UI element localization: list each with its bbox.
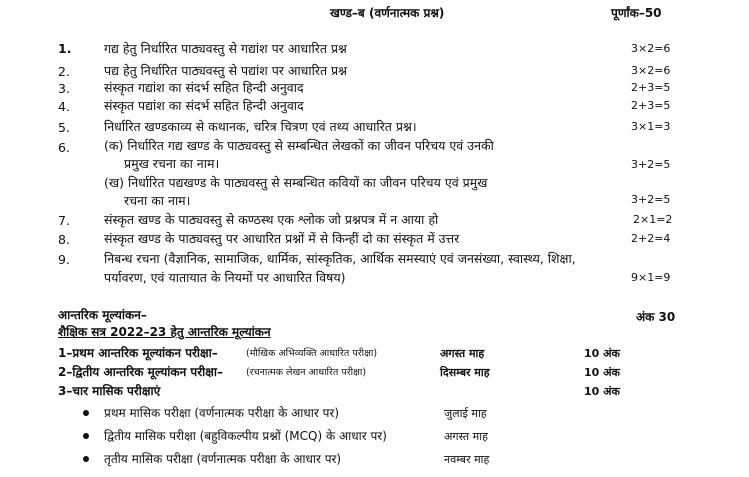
assessment-marks: 10 अंक (584, 347, 620, 360)
question-number: 2. (58, 64, 70, 79)
monthly-exam-text: तृतीय मासिक परीक्षा (वर्णनात्मक परीक्षा के आधार पर) (104, 452, 342, 466)
question-marks: 9×1=9 (631, 271, 671, 284)
bullet-icon (83, 410, 89, 416)
question-number: 9. (58, 252, 70, 267)
internal-assessment-marks: अंक 30 (636, 310, 676, 324)
question-marks: 2+2=4 (631, 232, 671, 245)
question-text-a-line2: प्रमुख रचना का नाम। (124, 156, 220, 171)
question-text: निर्धारित खण्डकाव्य से कथानक, चरित्र चित्रण एवं तथ्य आधारित प्रश्न। (104, 119, 417, 134)
total-marks: पूर्णांक–50 (611, 6, 662, 20)
question-number: 6. (58, 140, 70, 155)
session-title: शैक्षिक सत्र 2022–23 हेतु आन्तरिक मूल्यांकन (58, 325, 271, 339)
internal-assessment-title: आन्तरिक मूल्यांकन– (58, 308, 147, 322)
question-text-line2: पर्यावरण, एवं यातायात के नियमों पर आधारित विषय) (104, 270, 346, 285)
question-text: संस्कृत पद्यांश का संदर्भ सहित हिन्दी अनुवाद (104, 98, 304, 113)
question-text: संस्कृत खण्ड के पाठ्यवस्तु से कण्ठस्थ एक श्लोक जो प्रश्नपत्र में न आया हो (104, 212, 439, 227)
assessment-label: 1–प्रथम आन्तरिक मूल्यांकन परीक्षा– (58, 346, 218, 360)
assessment-label: 3–चार मासिक परीक्षाएं (58, 384, 161, 398)
assessment-label: 2–द्वितीय आन्तरिक मूल्यांकन परीक्षा– (58, 365, 223, 379)
question-number: 4. (58, 99, 70, 114)
assessment-month: अगस्त माह (440, 347, 485, 360)
monthly-exam-month: नवम्बर माह (444, 453, 490, 466)
assessment-note: (रचनात्मक लेखन आधारित परीक्षा) (246, 367, 367, 378)
question-text: पद्य हेतु निर्धारित पाठ्यवस्तु से पद्यांश पर आधारित प्रश्न (104, 63, 347, 78)
question-marks: 3×1=3 (631, 120, 671, 133)
assessment-month: दिसम्बर माह (440, 366, 490, 379)
question-marks: 2+3=5 (631, 99, 671, 112)
question-text-b-line1: (ख) निर्धारित पद्यखण्ड के पाठ्यवस्तु से सम्बन्धित कवियों का जीवन परिचय एवं प्रमुख (104, 175, 488, 190)
assessment-marks: 10 अंक (584, 385, 620, 398)
question-text: संस्कृत गद्यांश का संदर्भ सहित हिन्दी अनुवाद (104, 80, 304, 95)
question-number: 5. (58, 120, 70, 135)
question-text-a-line1: (क) निर्धारित गद्य खण्ड के पाठ्यवस्तु से सम्बन्धित लेखकों का जीवन परिचय एवं उनकी (104, 138, 494, 153)
question-text: संस्कृत खण्ड के पाठ्यवस्तु पर आधारित प्रश्नों में से किन्हीं दो का संस्कृत में उत्तर (104, 231, 460, 246)
bullet-icon (83, 433, 89, 439)
monthly-exam-text: द्वितीय मासिक परीक्षा (बहुविकल्पीय प्रश्नों (MCQ) के आधार पर) (104, 429, 387, 443)
question-number: 1. (58, 41, 72, 56)
question-number: 7. (58, 213, 70, 228)
monthly-exam-month: जुलाई माह (444, 407, 487, 420)
question-marks: 3×2=6 (631, 64, 671, 77)
question-number: 3. (58, 81, 70, 96)
bullet-icon (83, 456, 89, 462)
assessment-note: (मौखिक अभिव्यक्ति आधारित परीक्षा) (246, 348, 378, 359)
question-marks: 2+3=5 (631, 81, 671, 94)
question-text-b-line2: रचना का नाम। (124, 193, 191, 208)
section-title: खण्ड–ब (वर्णनात्मक प्रश्न) (330, 6, 445, 20)
question-text-line1: निबन्ध रचना (वैज्ञानिक, सामाजिक, धार्मिक, सांस्कृतिक, आर्थिक समस्याएं एवं जनसंख्या, स्वास्थ्य, शिक्षा, (104, 251, 576, 266)
question-marks: 2×1=2 (633, 213, 673, 226)
monthly-exam-text: प्रथम मासिक परीक्षा (वर्णनात्मक परीक्षा के आधार पर) (104, 406, 340, 420)
question-number: 8. (58, 232, 70, 247)
question-text: गद्य हेतु निर्धारित पाठ्यवस्तु से गद्यांश पर आधारित प्रश्न (104, 41, 347, 56)
assessment-marks: 10 अंक (584, 366, 620, 379)
question-marks: 3×2=6 (631, 42, 671, 55)
question-marks-a: 3+2=5 (631, 158, 671, 171)
monthly-exam-month: अगस्त माह (444, 430, 488, 443)
question-marks-b: 3+2=5 (631, 193, 671, 206)
